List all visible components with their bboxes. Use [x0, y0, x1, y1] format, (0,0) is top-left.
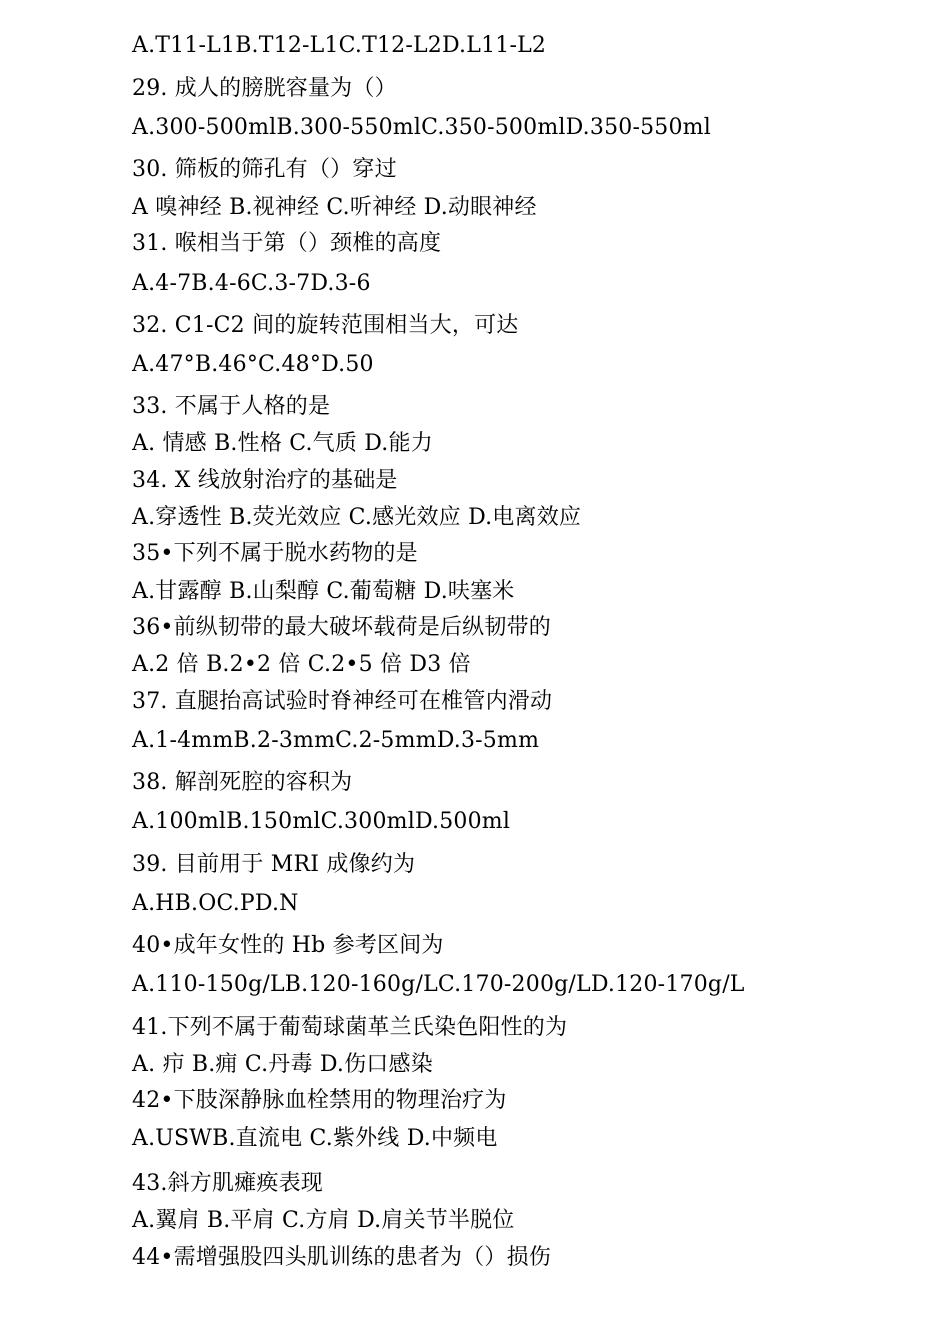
question-30: 30. 筛板的筛孔有（）穿过 [132, 157, 397, 182]
options-37: A.1-4mmB.2-3mmC.2-5mmD.3-5mm [132, 728, 540, 753]
options-42: A.USWB.直流电 C.紫外线 D.中频电 [132, 1126, 498, 1151]
options-39: A.HB.OC.PD.N [132, 891, 299, 916]
question-35: 35•下列不属于脱水药物的是 [132, 541, 418, 566]
question-31: 31. 喉相当于第（）颈椎的高度 [132, 231, 442, 256]
options-41: A. 疖 B.痈 C.丹毒 D.伤口感染 [132, 1052, 433, 1077]
question-40: 40•成年女性的 Hb 参考区间为 [132, 933, 444, 958]
options-36: A.2 倍 B.2•2 倍 C.2•5 倍 D3 倍 [132, 652, 471, 677]
question-42: 42•下肢深静脉血栓禁用的物理治疗为 [132, 1088, 507, 1113]
question-33: 33. 不属于人格的是 [132, 394, 331, 419]
options-29: A.300-500mlB.300-550mlC.350-500mlD.350-550ml [132, 115, 711, 140]
options-30: A 嗅神经 B.视神经 C.听神经 D.动眼神经 [132, 195, 537, 220]
question-32: 32. C1-C2 间的旋转范围相当大，可达 [132, 313, 519, 338]
question-44: 44•需增强股四头肌训练的患者为（）损伤 [132, 1245, 551, 1270]
question-34: 34. X 线放射治疗的基础是 [132, 468, 398, 493]
question-37: 37. 直腿抬高试验时脊神经可在椎管内滑动 [132, 689, 553, 714]
question-43: 43.斜方肌瘫痪表现 [132, 1171, 323, 1196]
question-39: 39. 目前用于 MRI 成像约为 [132, 852, 416, 877]
options-32: A.47°B.46°C.48°D.50 [132, 352, 374, 377]
question-29: 29. 成人的膀胱容量为（） [132, 76, 397, 101]
question-41: 41.下列不属于葡萄球菌革兰氏染色阳性的为 [132, 1015, 568, 1040]
question-36: 36•前纵韧带的最大破坏载荷是后纵韧带的 [132, 615, 551, 640]
options-33: A. 情感 B.性格 C.气质 D.能力 [132, 431, 433, 456]
options-31: A.4-7B.4-6C.3-7D.3-6 [132, 271, 371, 296]
options-35: A.甘露醇 B.山梨醇 C.葡萄糖 D.呋塞米 [132, 579, 515, 604]
options-38: A.100mlB.150mlC.300mlD.500ml [132, 809, 511, 834]
text-line: A.T11-L1B.T12-L1C.T12-L2D.L11-L2 [132, 33, 547, 58]
options-40: A.110-150g/LB.120-160g/LC.170-200g/LD.120-170g/L [132, 972, 745, 997]
question-38: 38. 解剖死腔的容积为 [132, 770, 353, 795]
options-34: A.穿透性 B.荧光效应 C.感光效应 D.电离效应 [132, 505, 582, 530]
options-43: A.翼肩 B.平肩 C.方肩 D.肩关节半脱位 [132, 1208, 515, 1233]
